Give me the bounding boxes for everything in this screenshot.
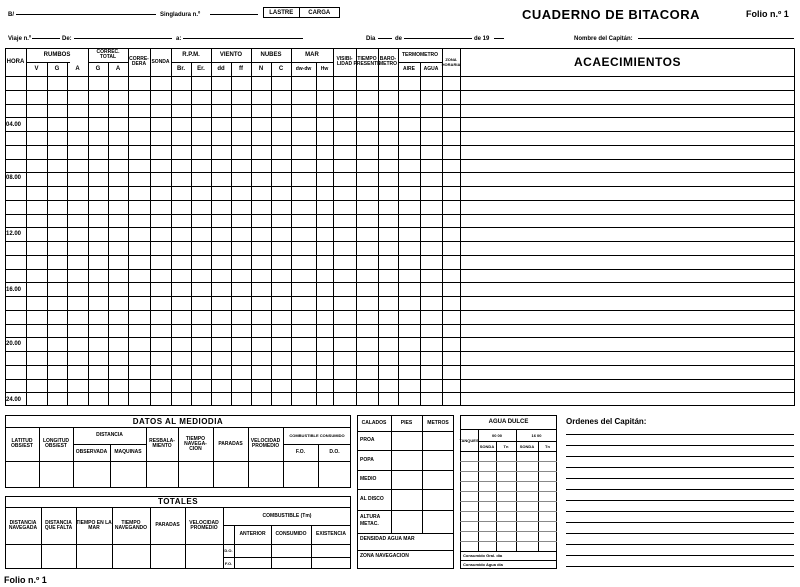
totales-do-label: D.O.	[224, 548, 233, 553]
mar-dw-header: dw-dw	[295, 65, 312, 72]
anio-label: de 19	[474, 36, 490, 42]
termo-aire-header: AIRE	[403, 65, 415, 72]
agua-row-line	[460, 471, 557, 472]
acaecimientos-header: ACAECIMIENTOS	[574, 55, 681, 69]
singladura-label: Singladura n.º	[160, 12, 201, 18]
termometro-header: TERMOMETRO	[401, 51, 439, 58]
ordenes-line[interactable]	[566, 467, 794, 468]
agua-row-line	[460, 541, 557, 542]
a-label: a:	[176, 36, 182, 42]
tiempo-navegando-header: TIEMPO NAVEGANDO	[114, 519, 148, 531]
log-row-line	[5, 241, 795, 242]
ordenes-line[interactable]	[566, 500, 794, 501]
log-row-line	[5, 200, 795, 201]
combustible-consumido-header: COMBUSTIBLE CONSUMIDO	[289, 433, 345, 438]
rumbos-header: RUMBOS	[43, 52, 71, 58]
tn-00-header: Tn	[503, 443, 509, 449]
rumbo-a-header: A	[75, 66, 80, 72]
ordenes-line[interactable]	[566, 478, 794, 479]
anio-field[interactable]	[494, 38, 504, 39]
rpm-er-header: Er.	[197, 66, 205, 72]
ordenes-line[interactable]	[566, 555, 794, 556]
sonda-16-header: SONDA	[519, 443, 535, 449]
folio-footer: Folio n.º 1	[4, 575, 47, 585]
hour-label: 24.00	[6, 397, 22, 403]
ordenes-line[interactable]	[566, 533, 794, 534]
agua-dulce-title: AGUA DULCE	[488, 418, 529, 425]
existencia-header: EXISTENCIA	[315, 531, 346, 537]
pies-header: PIES	[400, 419, 413, 426]
distancia-header: DISTANCIA	[96, 432, 123, 438]
agua-row-line	[460, 521, 557, 522]
ship-label: B/	[8, 12, 14, 18]
termo-agua-header: AGUA	[423, 65, 439, 72]
viaje-field[interactable]	[32, 38, 60, 39]
metros-header: METROS	[427, 419, 449, 426]
hour-label: 16.00	[6, 287, 22, 293]
agua-row-line	[460, 531, 557, 532]
totales-paradas-header: PARADAS	[155, 522, 180, 528]
ordenes-line[interactable]	[566, 445, 794, 446]
sonda-00-header: SONDA	[479, 443, 495, 449]
corredera-header: CORRE-DERA	[129, 56, 149, 67]
combustible-tm-header: COMBUSTIBLE (Tm)	[262, 512, 312, 519]
de-field[interactable]	[74, 38, 172, 39]
proa-label: PROA	[360, 437, 375, 443]
log-row-line	[5, 159, 795, 160]
ordenes-line[interactable]	[566, 522, 794, 523]
popa-label: POPA	[360, 457, 374, 463]
log-row-line	[5, 214, 795, 215]
agua-row-line	[460, 461, 557, 462]
nubes-n-header: N	[258, 66, 264, 72]
hour-label: 04.00	[6, 122, 22, 128]
altura-label: ALTURA METAC.	[360, 514, 380, 527]
rpm-br-header: Br.	[176, 66, 185, 72]
carga-option[interactable]: CARGA	[308, 9, 331, 16]
tn-16-header: Tn	[545, 443, 550, 449]
do-header: D.O.	[329, 449, 340, 455]
correc-header: CORREC. TOTAL	[96, 49, 120, 60]
viento-header: VIENTO	[219, 52, 243, 58]
observada-header: OBSERVADA	[75, 449, 108, 455]
ordenes-line[interactable]	[566, 566, 794, 567]
agua-row-line	[460, 491, 557, 492]
mar-hw-header: Hw	[320, 65, 329, 72]
ordenes-line[interactable]	[566, 544, 794, 545]
log-row-line	[5, 296, 795, 297]
capitan-field[interactable]	[638, 38, 794, 39]
log-row-line	[5, 392, 795, 393]
mes-label: de	[395, 36, 403, 42]
log-row-line	[5, 186, 795, 187]
mes-field[interactable]	[404, 38, 472, 39]
totales-fo-label: F.O.	[224, 560, 233, 566]
log-row-line	[5, 172, 795, 173]
agua-row-line	[460, 481, 557, 482]
ship-field[interactable]	[16, 14, 156, 15]
log-header-bottom	[5, 76, 795, 77]
totales-velocidad-header: VELOCIDAD PROMEDIO	[189, 519, 219, 531]
barometro-header: BARO-METRO	[378, 56, 398, 67]
ordenes-line[interactable]	[566, 489, 794, 490]
tiempo-navegacion-header: TIEMPO NAVEGA-CION	[184, 435, 207, 452]
log-row-line	[5, 227, 795, 228]
dia-label: Dia	[366, 36, 376, 42]
densidad-label: DENSIDAD AGUA MAR	[360, 536, 415, 542]
de-label: De:	[62, 36, 72, 42]
rpm-header: R.P.M.	[182, 52, 200, 58]
rumbo-g-header: G	[54, 66, 60, 72]
tanques-header: TANQUES	[459, 437, 479, 443]
viento-dd-header: dd	[217, 66, 225, 72]
longitud-header: LONGITUD OBS/EST	[42, 438, 70, 449]
mediodia-title: DATOS AL MEDIODIA	[132, 416, 224, 426]
sonda-header: SONDA	[151, 58, 170, 65]
lastre-option[interactable]: LASTRE	[264, 8, 300, 17]
viaje-label: Viaje n.º	[8, 36, 32, 42]
log-row-line	[5, 131, 795, 132]
dia-field[interactable]	[378, 38, 392, 39]
log-row-line	[5, 351, 795, 352]
page-title: CUADERNO DE BITACORA	[522, 7, 701, 22]
resbalamiento-header: RESBALA-MIENTO	[149, 438, 175, 449]
correc-a-header: A	[115, 66, 121, 72]
log-row-line	[5, 104, 795, 105]
velocidad-header: VELOCIDAD PROMEDIO	[250, 438, 281, 449]
totales-title: TOTALES	[157, 497, 199, 506]
medio-label: MEDIO	[360, 476, 377, 482]
hour-label: 20.00	[6, 341, 22, 347]
al-disco-label: AL DISCO	[360, 496, 384, 502]
ordenes-line[interactable]	[566, 511, 794, 512]
correc-g-header: G	[95, 66, 101, 72]
log-row-line	[5, 117, 795, 118]
log-row-line	[5, 255, 795, 256]
agua-16-header: 16 00	[531, 432, 542, 438]
a-field[interactable]	[183, 38, 303, 39]
zona-navegacion-label: ZONA NAVEGACION	[360, 553, 409, 559]
tiempo-presente-header: TIEMPO PRESENTE	[353, 56, 381, 67]
maquinas-header: MAQUINAS	[114, 449, 142, 455]
hour-label: 08.00	[6, 175, 22, 181]
ordenes-line[interactable]	[566, 456, 794, 457]
log-row-line	[5, 90, 795, 91]
folio-header: Folio n.º 1	[746, 9, 789, 19]
nubes-header: NUBES	[260, 52, 282, 58]
agua-row-line	[460, 501, 557, 502]
log-row-line	[5, 337, 795, 338]
consumo-gral-label: Consumido Gral. día	[463, 553, 503, 558]
calados-header: CALADOS	[361, 419, 387, 426]
mar-header: MAR	[305, 52, 319, 58]
lastre-carga-box	[263, 7, 340, 18]
log-row-line	[5, 379, 795, 380]
distancia-falta-header: DISTANCIA QUE FALTA	[44, 519, 73, 531]
ordenes-title: Ordenes del Capitán:	[566, 417, 647, 426]
visibilidad-header: VISIBI-LIDAD	[336, 56, 353, 67]
log-row-line	[5, 310, 795, 311]
latitud-header: LATITUD OBS/EST	[11, 438, 33, 449]
tiempo-mar-header: TIEMPO EN LA MAR	[76, 519, 112, 531]
hora-header: HORA	[6, 59, 25, 65]
nubes-c-header: C	[278, 66, 284, 72]
anterior-header: ANTERIOR	[239, 531, 266, 537]
capitan-label: Nombre del Capitán:	[574, 36, 633, 42]
agua-row-line	[460, 511, 557, 512]
log-row-line	[5, 145, 795, 146]
viento-ff-header: ff	[239, 66, 243, 72]
log-row-line	[5, 282, 795, 283]
log-row-line	[5, 324, 795, 325]
paradas-header: PARADAS	[218, 440, 243, 447]
hour-label: 12.00	[6, 231, 22, 237]
log-row-line	[5, 365, 795, 366]
log-row-line	[5, 269, 795, 270]
fo-header: F.O.	[295, 449, 306, 455]
singladura-field[interactable]	[210, 14, 258, 15]
consumo-agua-label: Consumido Agua día	[463, 562, 503, 567]
agua-00-header: 00 00	[491, 432, 502, 438]
ordenes-line[interactable]	[566, 434, 794, 435]
zona-horaria-header: ZONA HORARIA	[441, 57, 461, 67]
rumbo-v-header: V	[34, 66, 39, 72]
consumido-header: CONSUMIDO	[275, 531, 307, 537]
distancia-navegada-header: DISTANCIA NAVEGADA	[8, 519, 38, 531]
